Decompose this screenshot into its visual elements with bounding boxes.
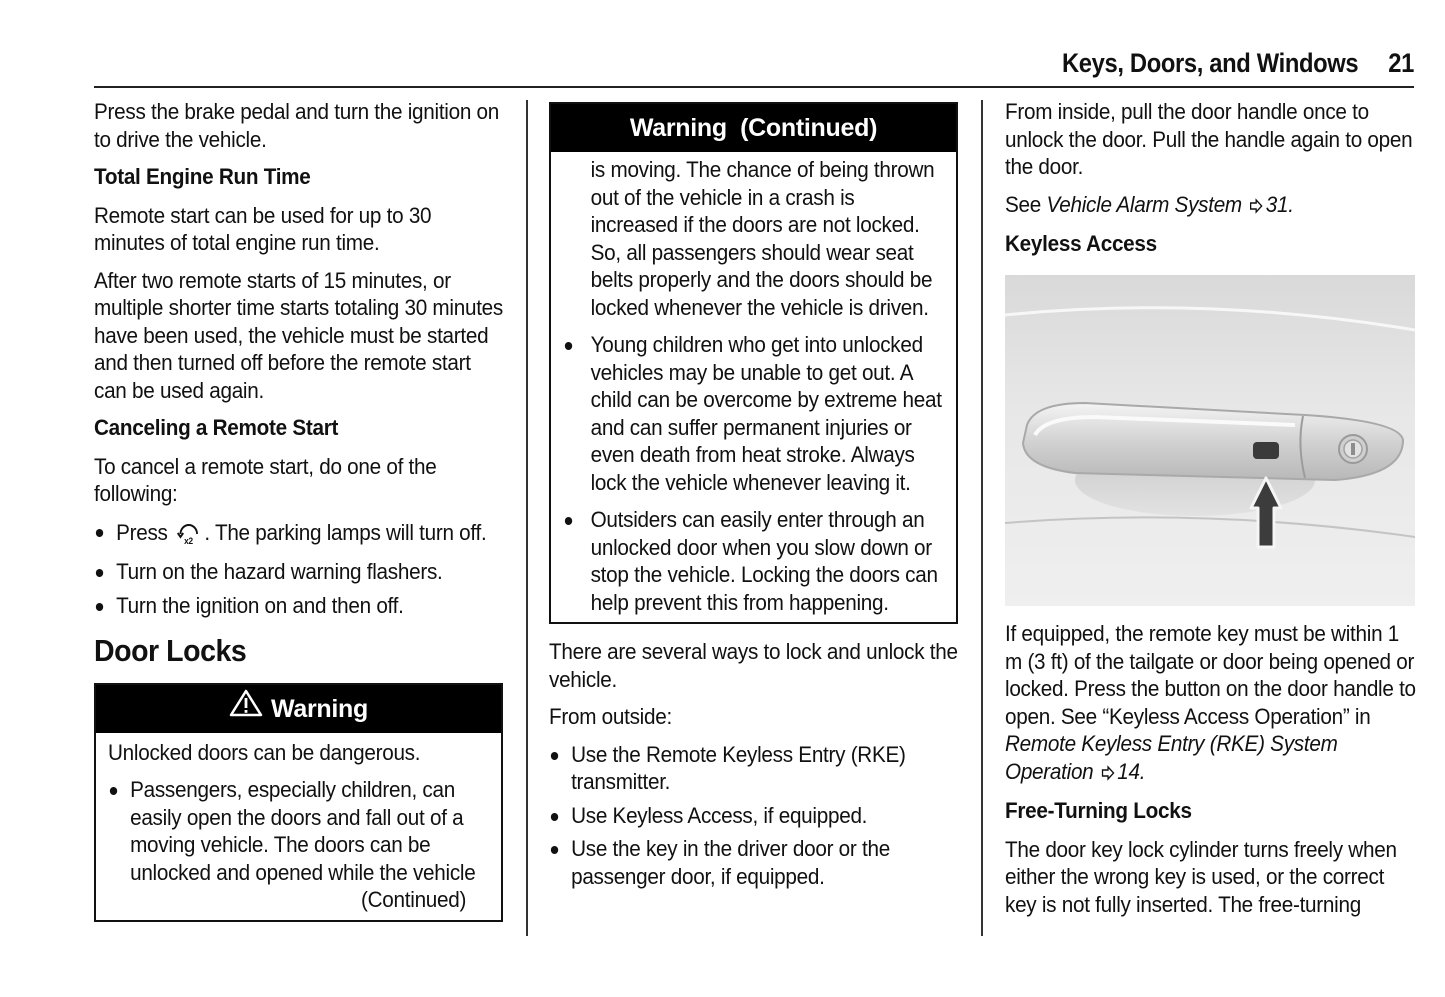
free-turning-heading: Free-Turning Locks [1005,798,1192,823]
list-item: Use the Remote Keyless Entry (RKE) transmitter. [549,741,960,796]
outside-list [549,741,960,891]
list-item: Turn the ignition on and then off. [94,592,505,620]
intro-paragraph: Press the brake pedal and turn the ignition on to drive the vehicle. [94,99,500,152]
page-reference-icon [1249,193,1264,221]
warning-continued-text: is moving. The chance of being thrown out of the vehicle in a crash is increased if the doors are not locked. So, all passengers should wear seat belts properly and the doors should be locked whenever the vehicle is driven. [590,157,935,320]
list-item: Young children who get into unlocked vehicles may be unable to get out. A child can be overcome by extreme heat and can suffer permanent injuries or even death from heat stroke. Always lock the vehicle whenever leaving it. [563,331,945,496]
from-outside-label: From outside: [549,704,672,729]
keyless-heading: Keyless Access [1005,231,1157,256]
list-item: Use the key in the driver door or the passenger door, if equipped. [549,835,960,890]
warning-continued-body [551,152,956,622]
see-label: See [1005,191,1042,217]
rke-link[interactable]: Remote Keyless Entry (RKE) System Operation [1005,731,1338,784]
list-item: Passengers, especially children, can easily open the doors and fall out of a moving vehicle. The doors can be unlocked and opened while the vehicle [108,776,490,886]
section-title: Keys, Doors, and Windows [1062,48,1359,78]
see-reference: See Vehicle Alarm System 31. [1005,191,1416,221]
free-turning-paragraph: The door key lock cylinder turns freely when either the wrong key is used, or the correct key is not fully inserted. The free-turning [1005,836,1397,917]
warning-continued-header: Warning (Continued) [551,104,956,152]
keyless-text: If equipped, the remote key must be within 1 m (3 ft) of the tailgate or door being opened or locked. Press the button on the door handle to open. See “Keyless Access Operation” in [1005,621,1416,729]
list-item [94,518,505,553]
door-locks-heading: Door Locks [94,633,247,668]
column-2 [549,98,959,896]
cancel-heading: Canceling a Remote Start [94,415,339,440]
page-number: 21 [1388,48,1414,78]
list-item: Turn on the hazard warning flashers. [94,558,505,586]
column-divider-1 [526,100,528,936]
warning-title: Warning [271,694,368,723]
svg-text:x2: x2 [184,535,193,546]
cancel-intro: To cancel a remote start, do one of the following: [94,453,437,506]
warning-body [96,733,501,920]
header-rule [94,86,1414,88]
run-time-heading: Total Engine Run Time [94,164,311,189]
press-result: . The parking lamps will turn off. [204,519,487,545]
warning-header [96,685,501,733]
list-item: Use Keyless Access, if equipped. [549,802,960,830]
inside-paragraph: From inside, pull the door handle once to unlock the door. Pull the handle again to open the door. [1005,99,1413,179]
continued-note: (Continued) [361,887,467,912]
warning-intro: Unlocked doors can be dangerous. [108,739,421,765]
keyless-paragraph: If equipped, the remote key must be within 1 m (3 ft) of the tailgate or door being opened or locked. Press the button on the door handle to open. See “Keyless Access Operation” in Remote Keyless Entry (RKE) System Operation 14. [1005,620,1416,787]
alarm-page[interactable]: 31 [1265,191,1289,217]
column-1 [94,98,504,922]
cancel-list [94,518,505,620]
warning-continued-list [563,331,945,616]
rke-page[interactable]: 14 [1117,758,1140,784]
warning-continued-box [549,102,958,624]
column-divider-2 [981,100,983,936]
column-3-lower [1005,620,1415,928]
column-3 [1005,98,1415,269]
alarm-link[interactable]: Vehicle Alarm System [1046,191,1242,217]
door-handle-illustration [1005,275,1415,606]
ways-paragraph: There are several ways to lock and unlock the vehicle. [549,639,958,692]
warning-triangle-icon [229,685,263,733]
run-time-paragraph-1: Remote start can be used for up to 30 minutes of total engine run time. [94,202,432,255]
run-time-paragraph-2: After two remote starts of 15 minutes, or multiple shorter time starts totaling 30 minutes have been used, the vehicle must be started and then turned off before the remote start can be used again. [94,267,503,403]
running-head [1062,48,1414,79]
list-item: Outsiders can easily enter through an unlocked door when you slow down or stop the vehicle. Locking the doors can help prevent this from happening. [563,506,945,616]
remote-start-icon [175,518,203,553]
warning-list [108,776,490,886]
press-label: Press [116,519,168,545]
warning-box [94,683,503,922]
page-reference-icon [1101,760,1116,788]
